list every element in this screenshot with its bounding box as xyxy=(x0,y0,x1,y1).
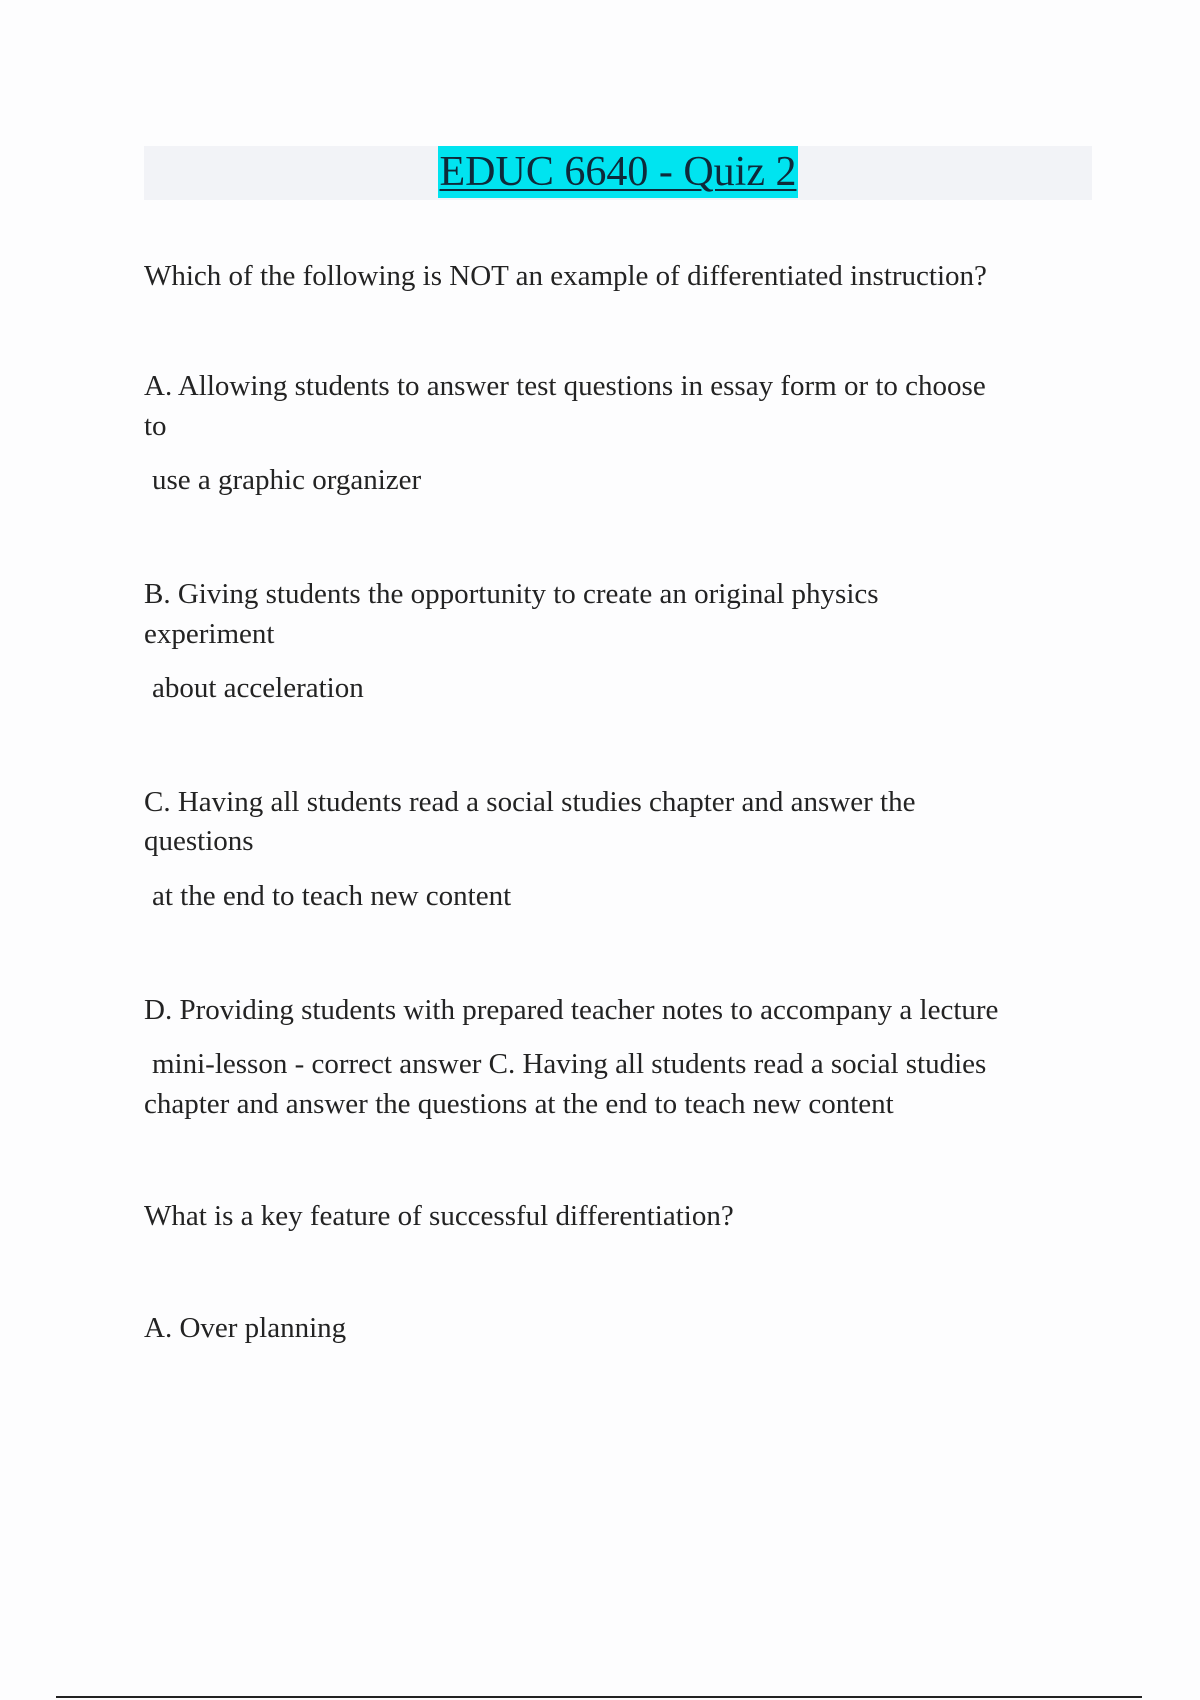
question-1-prompt: Which of the following is NOT an example of differentiated instruction? xyxy=(144,260,987,292)
question-1-option-b-line-3: about acceleration xyxy=(152,672,364,704)
question-1-option-c-line-2: questions xyxy=(144,825,254,857)
footer-divider xyxy=(56,1696,1142,1698)
page-title-text: EDUC 6640 - Quiz 2 xyxy=(438,146,799,198)
title-band xyxy=(144,146,1092,200)
question-1-option-a-line-3: use a graphic organizer xyxy=(152,464,422,496)
question-1-option-d-line-1: D. Providing students with prepared teacher notes to accompany a lecture xyxy=(144,994,999,1026)
question-1-option-c-line-3: at the end to teach new content xyxy=(152,880,512,912)
question-1-option-a-line-2: to xyxy=(144,410,167,442)
question-1-option-a-line-1: A. Allowing students to answer test questions in essay form or to choose xyxy=(144,370,986,402)
question-1-option-c-line-1: C. Having all students read a social studies chapter and answer the xyxy=(144,786,916,818)
question-1-option-d-line-3: chapter and answer the questions at the end to teach new content xyxy=(144,1088,894,1120)
question-1-option-b-line-2: experiment xyxy=(144,618,275,650)
question-1-option-b-line-1: B. Giving students the opportunity to create an original physics xyxy=(144,578,879,610)
question-1-option-d-line-2: mini-lesson - correct answer C. Having all students read a social studies xyxy=(152,1048,987,1080)
question-2-option-a-line-1: A. Over planning xyxy=(144,1312,347,1344)
page-title xyxy=(144,146,1092,200)
question-2-prompt: What is a key feature of successful differentiation? xyxy=(144,1200,734,1232)
